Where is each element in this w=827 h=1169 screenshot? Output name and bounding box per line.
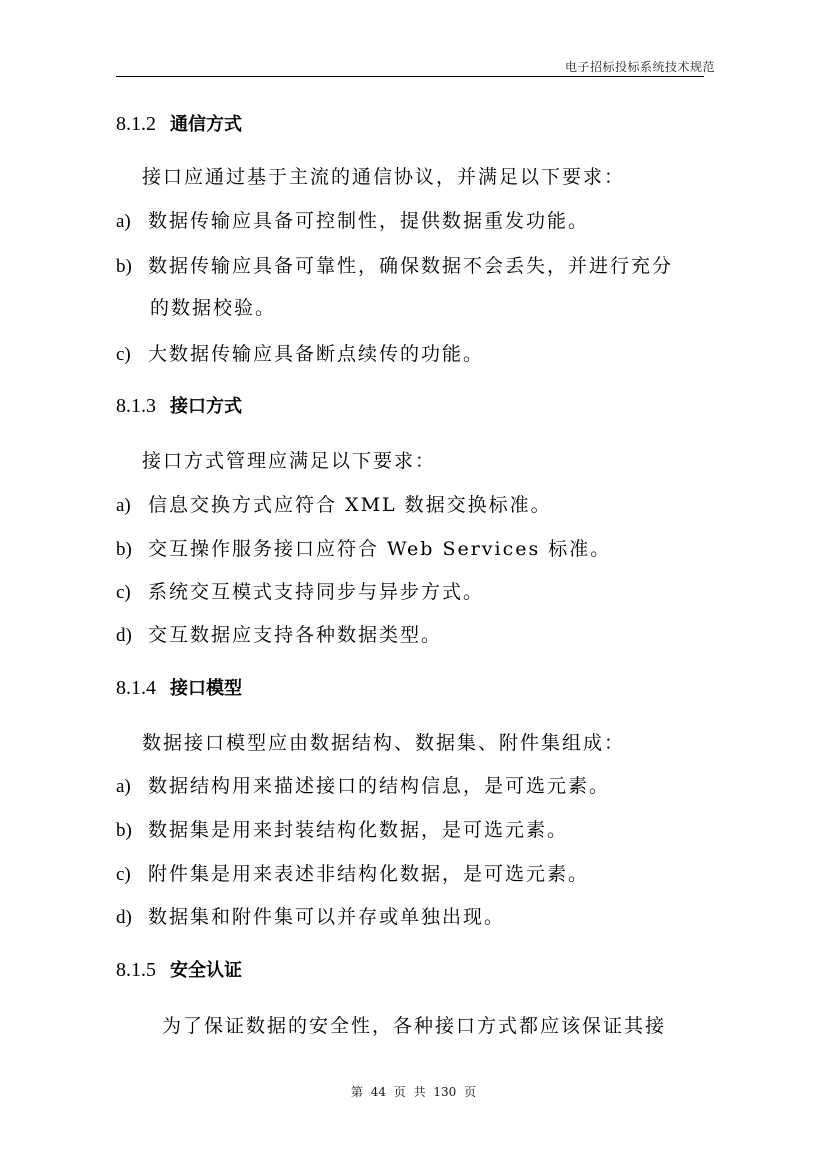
list-item-text: 大数据传输应具备断点续传的功能。: [148, 343, 485, 365]
section-intro: 为了保证数据的安全性，各种接口方式都应该保证其接: [162, 1015, 667, 1037]
section-heading-8-1-2: [116, 110, 242, 136]
section-heading-8-1-4: [116, 674, 242, 700]
list-item: [116, 534, 611, 561]
list-item-text: 数据集是用来封装结构化数据，是可选元素。: [148, 819, 569, 841]
section-number: 8.1.3: [116, 395, 156, 417]
list-item: [116, 251, 673, 278]
section-number: 8.1.2: [116, 113, 156, 135]
list-item-text: 数据传输应具备可控制性，提供数据重发功能。: [148, 210, 590, 232]
list-item: [116, 577, 484, 604]
section-heading-8-1-5: [116, 956, 242, 982]
section-title: 安全认证: [170, 960, 242, 981]
list-item: [116, 620, 442, 647]
list-item-text: 系统交互模式支持同步与异步方式。: [148, 581, 485, 603]
section-heading-8-1-3: [116, 392, 242, 418]
list-item-continuation: 的数据校验。: [150, 297, 277, 319]
list-marker: a): [116, 776, 131, 797]
section-intro: 数据接口模型应由数据结构、数据集、附件集组成：: [142, 732, 626, 754]
list-item-text: 数据结构用来描述接口的结构信息，是可选元素。: [148, 775, 611, 797]
section-intro: 接口方式管理应满足以下要求：: [142, 450, 437, 472]
section-number: 8.1.5: [116, 959, 156, 981]
list-item-text: 数据传输应具备可靠性，确保数据不会丢失，并进行充分: [148, 255, 674, 277]
list-item: [116, 490, 552, 517]
header-divider: [116, 76, 704, 77]
list-item: [116, 206, 589, 233]
section-title: 接口方式: [170, 396, 242, 417]
list-marker: a): [116, 211, 131, 232]
list-item-text: 信息交换方式应符合 XML 数据交换标准。: [148, 494, 552, 516]
list-item-text: 附件集是用来表述非结构化数据，是可选元素。: [148, 863, 590, 885]
section-title: 通信方式: [170, 114, 242, 135]
list-item: [116, 859, 589, 886]
list-item: [116, 339, 484, 366]
list-marker: d): [116, 907, 132, 928]
page-footer: 第 44 页 共 130 页: [350, 1085, 477, 1099]
list-marker: b): [116, 539, 132, 560]
list-item-text: 数据集和附件集可以并存或单独出现。: [148, 906, 506, 928]
section-title: 接口模型: [170, 678, 242, 699]
list-marker: c): [116, 864, 131, 885]
list-marker: b): [116, 256, 132, 277]
list-marker: a): [116, 495, 131, 516]
list-marker: c): [116, 582, 131, 603]
list-item-text: 交互操作服务接口应符合 Web Services 标准。: [148, 538, 612, 560]
section-number: 8.1.4: [116, 677, 156, 699]
list-item: [116, 815, 568, 842]
list-item: [116, 771, 610, 798]
list-item: [116, 902, 505, 929]
section-intro: 接口应通过基于主流的通信协议，并满足以下要求：: [142, 166, 626, 188]
list-marker: b): [116, 820, 132, 841]
list-marker: c): [116, 344, 131, 365]
header-title: 电子招标投标系统技术规范: [564, 60, 715, 74]
list-marker: d): [116, 625, 132, 646]
list-item-text: 交互数据应支持各种数据类型。: [148, 624, 443, 646]
